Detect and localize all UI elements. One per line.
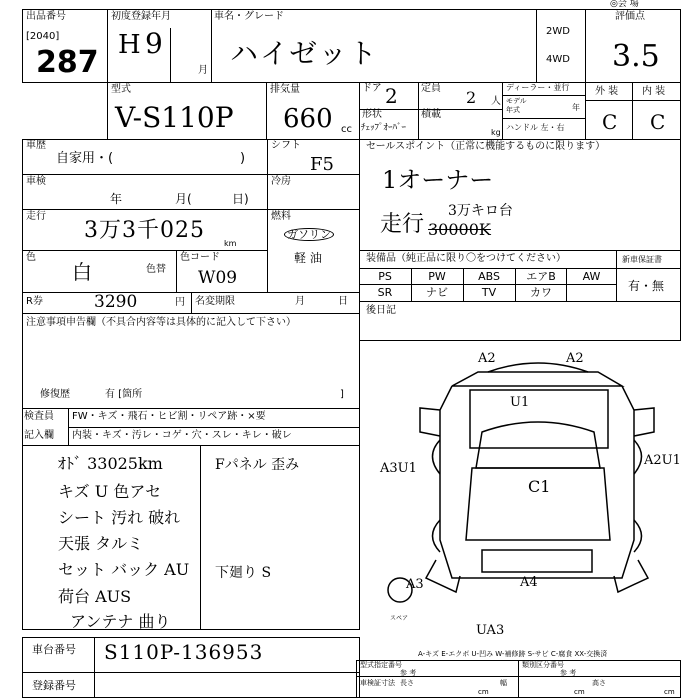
- after-note-label: 後日記: [366, 305, 396, 316]
- lot-number: 287: [36, 45, 99, 80]
- diagram-left-wheel-front: [433, 440, 441, 474]
- drive-box: [536, 9, 586, 83]
- handle-label: ハンドル 左・右: [506, 123, 565, 132]
- reg-limit-label: 名変期限: [195, 296, 235, 307]
- displacement-label: 排気量: [270, 84, 300, 95]
- score-value: 3.5: [612, 39, 660, 74]
- equipment-cell: ナビ: [426, 286, 448, 299]
- inspection-day-unit: 日): [232, 192, 249, 206]
- mark-bottom: UA3: [476, 623, 505, 638]
- tax-label: R券: [26, 296, 43, 307]
- fuel-diesel: 軽 油: [294, 251, 322, 265]
- inspection-year-unit: 年: [110, 192, 123, 206]
- equipment-cell: カワ: [530, 286, 552, 299]
- lot-label: 出品番号: [26, 11, 66, 22]
- warranty-value: 有・無: [628, 279, 665, 293]
- shape-label: 形状: [362, 109, 382, 120]
- diagram-windshield: [476, 422, 600, 468]
- diagram-left-mirror: [420, 408, 440, 436]
- sales-point-line2-struck: 30000K: [428, 220, 491, 239]
- first-reg-era: H: [118, 30, 141, 60]
- equipment-cell: エアB: [526, 270, 556, 283]
- color-label: 色: [26, 252, 36, 263]
- mark-top-right: A2: [566, 351, 584, 366]
- reg-limit-day: 日: [338, 296, 348, 307]
- inspection-label: 車検: [26, 176, 46, 187]
- first-reg-year: 9: [145, 27, 163, 60]
- chassis-value: S110P-136953: [104, 640, 264, 664]
- equipment-cell: ABS: [478, 270, 500, 283]
- length-unit: cm: [478, 688, 489, 696]
- diagram-rear-left-corner: [426, 560, 460, 592]
- sales-point-line1: 1オーナー: [382, 166, 494, 194]
- model-label: 型式: [111, 84, 131, 95]
- class-number-label: 類別区分番号: [522, 661, 564, 669]
- inspection-month-unit: 月(: [175, 192, 192, 206]
- name-value: ハイゼット: [230, 37, 379, 70]
- history-label: 車歴: [26, 140, 46, 151]
- fuel-label: 燃料: [271, 211, 291, 222]
- drive-2wd: 2WD: [546, 26, 570, 37]
- mark-spare: スペア: [390, 615, 409, 622]
- tax-yen-unit: 円: [175, 297, 185, 308]
- history-value: 自家用・(: [56, 151, 114, 166]
- equipment-cell: AW: [582, 270, 601, 283]
- type-number-sub: 参 考: [400, 669, 417, 677]
- diagram-left-wheel-rear: [433, 520, 441, 552]
- width-label: 幅: [500, 679, 507, 687]
- type-number-label: 型式指定番号: [360, 661, 402, 669]
- size-label: 車検証寸法: [360, 679, 395, 687]
- shift-label: シフト: [271, 140, 301, 151]
- capacity-value: 2: [466, 88, 477, 107]
- mileage-value: 3万3千025: [84, 218, 205, 243]
- sales-point-title: セールスポイント（正常に機能するものに限ります）: [366, 141, 606, 152]
- displacement-value: 660: [283, 104, 333, 134]
- handwritten-note-line: シート 汚れ 破れ: [58, 508, 181, 527]
- name-label: 車名・グレード: [214, 11, 284, 22]
- equipment-title: 装備品（純正品に限り〇をつけてください）: [366, 253, 566, 264]
- mark-center: C1: [528, 477, 551, 496]
- repair-close: ]: [340, 389, 344, 400]
- inspector-interior-row: 内装・キズ・汚レ・コゲ・穴・スレ・キレ・破レ: [72, 430, 292, 441]
- door-label: ドア: [362, 83, 382, 94]
- dealer-label: ディーラー・並行: [506, 83, 570, 92]
- score-label: 評価点: [615, 11, 645, 22]
- sales-point-line2-label: 走行: [380, 212, 425, 237]
- mark-bottom-left: A3: [406, 577, 424, 592]
- tax-value: 3290: [94, 292, 138, 312]
- sales-point-line2-value: 3万キロ台: [448, 203, 513, 219]
- repair-value: 有 [箇所: [105, 389, 143, 400]
- vehicle-diagram: [360, 340, 700, 640]
- diagram-right-wheel-rear: [634, 520, 642, 552]
- mark-right: A2U1: [644, 453, 681, 468]
- history-close: ): [240, 151, 246, 166]
- class-number-sub: 参 考: [560, 669, 577, 677]
- diagram-hood-front: [452, 372, 622, 386]
- capacity-label: 定員: [421, 83, 441, 94]
- first-reg-month-unit: 月: [198, 65, 208, 76]
- equipment-cell: [566, 285, 617, 301]
- inspector-label1: 検査員: [24, 411, 54, 422]
- diagram-tailgate: [482, 550, 592, 572]
- color-value: 白: [72, 260, 92, 284]
- door-value: 2: [385, 84, 398, 108]
- handwritten-note-line: 荷台 AUS: [58, 587, 132, 606]
- damage-legend: A-キズ E-エクボ U-凹み W-補修跡 S-サビ C-腐食 XX-交換済: [418, 650, 608, 658]
- displacement-unit: cc: [341, 124, 352, 135]
- warranty-label: 新車保証書: [622, 255, 662, 264]
- notes-title: 注意事項申告欄（不具合内容等は具体的に記入して下さい）: [26, 317, 296, 328]
- model-value: V-S110P: [115, 101, 234, 134]
- equipment-cell: PW: [428, 270, 446, 283]
- diagram-right-mirror: [634, 408, 654, 436]
- diagram-cab-roof: [470, 390, 608, 448]
- model-year-label2: 年式: [506, 106, 520, 114]
- handwritten-note-line: アンテナ 曲り: [70, 612, 171, 631]
- mark-left: A3U1: [380, 461, 417, 476]
- shift-value: F5: [310, 154, 334, 175]
- venue-label: ◎会 場: [610, 0, 639, 9]
- model-year-unit: 年: [572, 103, 580, 112]
- handwritten-right-1: Fパネル 歪み: [215, 457, 300, 473]
- height-label: 高さ: [592, 679, 606, 687]
- diagram-rear-right-corner: [614, 560, 648, 592]
- lot-sub: [2040]: [26, 31, 60, 42]
- repair-label: 修復歴: [40, 389, 70, 400]
- color-code-value: W09: [198, 268, 238, 288]
- fuel-gasoline: ガソリン: [284, 228, 334, 241]
- width-unit: cm: [574, 688, 585, 696]
- inspector-label2: 記入欄: [24, 430, 54, 441]
- shade-label: 色替: [146, 264, 166, 275]
- height-unit: cm: [664, 688, 675, 696]
- ext-label: 外 装: [595, 86, 619, 97]
- shape-value: ﾁｪｯﾌﾟｵｰﾊﾞｰ: [361, 123, 407, 133]
- capacity-unit: 人: [491, 96, 501, 107]
- ext-value: C: [602, 110, 618, 134]
- handwritten-note-line: セット バック AU: [58, 560, 190, 579]
- reg-limit-month: 月: [295, 296, 305, 307]
- handwritten-right-2: 下廻り S: [215, 565, 272, 581]
- handwritten-note-line: ｵﾄﾞ 33025km: [58, 454, 163, 473]
- load-label: 積載: [421, 109, 441, 120]
- mark-bottom-right: A4: [520, 575, 538, 590]
- mileage-unit: km: [224, 239, 237, 248]
- drive-4wd: 4WD: [546, 54, 570, 65]
- mileage-label: 走行: [26, 211, 46, 222]
- inspector-fw-row: FW・キズ・飛石・ヒビ割・リペア跡・×要: [72, 411, 266, 422]
- equipment-cell: TV: [481, 286, 497, 299]
- ac-label: 冷房: [271, 176, 291, 187]
- equipment-cell: PS: [378, 270, 392, 283]
- chassis-label: 車台番号: [32, 643, 76, 656]
- first-reg-label: 初度登録年月: [111, 11, 171, 22]
- mark-top-left: A2: [478, 351, 496, 366]
- equipment-cell: SR: [377, 286, 393, 299]
- mark-top-center: U1: [510, 395, 530, 410]
- int-label: 内 装: [642, 86, 666, 97]
- after-note-box: [359, 301, 681, 341]
- registration-label: 登録番号: [32, 679, 76, 692]
- handwritten-note-line: 天張 タルミ: [58, 534, 144, 553]
- int-value: C: [650, 110, 666, 134]
- color-code-label: 色コード: [180, 252, 220, 263]
- diagram-right-wheel-front: [634, 440, 642, 474]
- handwritten-note-line: キズ U 色アセ: [58, 482, 162, 501]
- model-year-label1: モデル: [506, 97, 527, 105]
- length-label: 長さ: [400, 679, 414, 687]
- load-unit: kg: [491, 128, 501, 137]
